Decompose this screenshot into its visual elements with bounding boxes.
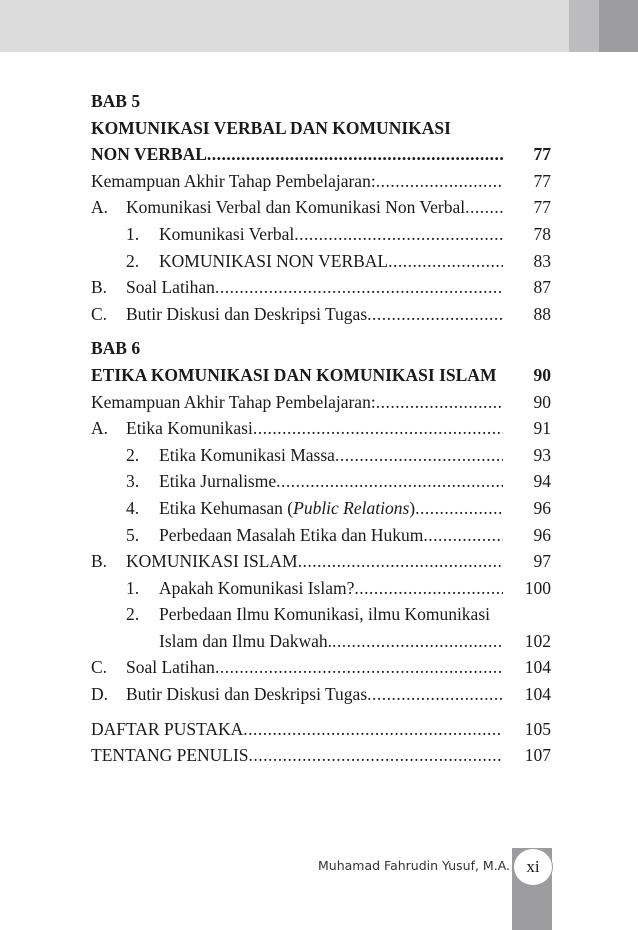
entry-letter: A. xyxy=(91,197,109,218)
dot-leader xyxy=(332,628,503,655)
entry-number: 4. xyxy=(126,497,140,518)
entry-letter: B. xyxy=(91,277,108,298)
toc-entry[interactable] xyxy=(91,274,551,301)
toc-entry[interactable] xyxy=(91,681,551,708)
entry-page: 90 xyxy=(533,391,551,412)
entry-letter: C. xyxy=(91,657,108,678)
dot-leader xyxy=(415,495,503,522)
entry-text: Apakah Komunikasi Islam? xyxy=(159,577,355,598)
toc-entry-continuation[interactable] xyxy=(91,628,551,655)
entry-text: Soal Latihan xyxy=(126,277,215,298)
entry-text: Etika Komunikasi xyxy=(126,418,253,439)
dot-leader xyxy=(294,221,503,248)
toc-entry[interactable] xyxy=(91,495,551,522)
toc-entry[interactable] xyxy=(91,301,551,328)
toc-entry-chapter[interactable] xyxy=(91,362,551,389)
dot-leader xyxy=(367,681,503,708)
entry-page: 77 xyxy=(533,170,551,191)
entry-text-pre: Etika Kehumasan ( xyxy=(159,497,294,518)
dot-leader xyxy=(335,442,503,469)
entry-page: 96 xyxy=(533,524,551,545)
entry-letter: D. xyxy=(91,684,109,705)
entry-page: 100 xyxy=(524,577,551,598)
toc-entry[interactable] xyxy=(91,548,551,575)
footer-author: Muhamad Fahrudin Yusuf, M.A. xyxy=(318,858,510,873)
entry-text: Etika Jurnalisme xyxy=(159,471,277,492)
entry-page: 94 xyxy=(533,471,551,492)
entry-number: 2. xyxy=(126,604,140,625)
entry-page: 91 xyxy=(533,418,551,439)
toc-entry[interactable] xyxy=(91,442,551,469)
dot-leader xyxy=(465,194,503,221)
table-of-contents xyxy=(91,88,551,769)
toc-entry-chapter[interactable] xyxy=(91,141,551,168)
toc-entry[interactable] xyxy=(91,468,551,495)
entry-text: Kemampuan Akhir Tahap Pembelajaran: xyxy=(91,170,376,191)
dot-leader xyxy=(376,389,503,416)
entry-page: 93 xyxy=(533,444,551,465)
toc-entry-back-matter[interactable] xyxy=(91,742,551,769)
toc-entry[interactable] xyxy=(91,248,551,275)
dot-leader xyxy=(276,468,503,495)
dot-leader xyxy=(388,248,503,275)
entry-number: 1. xyxy=(126,577,140,598)
entry-text-italic: Public Relations xyxy=(293,497,410,518)
entry-page: 105 xyxy=(524,718,551,739)
dot-leader xyxy=(376,168,503,195)
entry-page: 77 xyxy=(533,144,551,165)
entry-number: 3. xyxy=(126,471,140,492)
entry-text: Etika Komunikasi Massa xyxy=(159,444,335,465)
toc-entry[interactable] xyxy=(91,601,551,628)
entry-text: KOMUNIKASI ISLAM xyxy=(126,551,298,572)
entry-page: 96 xyxy=(533,497,551,518)
entry-page: 87 xyxy=(533,277,551,298)
entry-letter: B. xyxy=(91,551,108,572)
toc-entry[interactable] xyxy=(91,522,551,549)
chapter-title: KOMUNIKASI VERBAL DAN KOMUNIKASI xyxy=(91,117,451,138)
toc-entry[interactable] xyxy=(91,654,551,681)
entry-text: Butir Diskusi dan Deskripsi Tugas xyxy=(126,303,368,324)
dot-leader xyxy=(423,522,503,549)
dot-leader xyxy=(215,274,503,301)
entry-text: Butir Diskusi dan Deskripsi Tugas xyxy=(126,684,368,705)
entry-letter: C. xyxy=(91,303,108,324)
entry-page: 83 xyxy=(533,250,551,271)
dot-leader xyxy=(354,575,503,602)
toc-entry[interactable] xyxy=(91,221,551,248)
entry-page: 97 xyxy=(533,551,551,572)
entry-page: 77 xyxy=(533,197,551,218)
dot-leader xyxy=(367,301,503,328)
entry-text: Komunikasi Verbal xyxy=(159,223,295,244)
toc-entry[interactable] xyxy=(91,194,551,221)
entry-page: 107 xyxy=(524,745,551,766)
entry-page: 104 xyxy=(524,657,551,678)
toc-entry-back-matter[interactable] xyxy=(91,716,551,743)
entry-text: Perbedaan Masalah Etika dan Hukum xyxy=(159,524,424,545)
entry-text-post: ) xyxy=(409,497,416,518)
chapter-label: BAB 5 xyxy=(91,91,141,111)
entry-page: 88 xyxy=(533,303,551,324)
dot-leader xyxy=(298,548,503,575)
entry-number: 2. xyxy=(126,250,140,271)
dot-leader xyxy=(207,141,503,168)
toc-entry[interactable] xyxy=(91,389,551,416)
dot-leader xyxy=(253,415,503,442)
entry-number: 5. xyxy=(126,524,140,545)
toc-entry[interactable] xyxy=(91,415,551,442)
entry-text: KOMUNIKASI NON VERBAL xyxy=(159,250,389,271)
entry-number: 1. xyxy=(126,223,140,244)
entry-text: NON VERBAL xyxy=(91,144,207,165)
entry-text: Komunikasi Verbal dan Komunikasi Non Verbal xyxy=(126,197,466,218)
entry-page: 104 xyxy=(524,684,551,705)
entry-letter: A. xyxy=(91,418,109,439)
header-tab-light xyxy=(569,0,599,52)
dot-leader xyxy=(215,654,503,681)
entry-text: Soal Latihan xyxy=(126,657,215,678)
entry-text: TENTANG PENULIS xyxy=(91,745,249,766)
toc-entry[interactable] xyxy=(91,168,551,195)
entry-page: 90 xyxy=(533,364,551,385)
entry-text: Islam dan Ilmu Dakwah. xyxy=(159,630,333,651)
entry-text: Kemampuan Akhir Tahap Pembelajaran: xyxy=(91,391,376,412)
entry-text: DAFTAR PUSTAKA xyxy=(91,718,244,739)
toc-entry[interactable] xyxy=(91,575,551,602)
entry-page: 78 xyxy=(533,223,551,244)
top-header-bar xyxy=(0,0,638,52)
entry-number: 2. xyxy=(126,444,140,465)
entry-text: ETIKA KOMUNIKASI DAN KOMUNIKASI ISLAM xyxy=(91,364,497,385)
chapter-label: BAB 6 xyxy=(91,338,141,359)
dot-leader xyxy=(249,742,503,769)
dot-leader xyxy=(243,716,503,743)
entry-text: Perbedaan Ilmu Komunikasi, ilmu Komunikasi xyxy=(159,604,490,625)
entry-page: 102 xyxy=(524,630,551,651)
entry-text xyxy=(159,495,415,522)
header-tab-dark xyxy=(599,0,638,52)
page-number: xi xyxy=(513,848,553,886)
